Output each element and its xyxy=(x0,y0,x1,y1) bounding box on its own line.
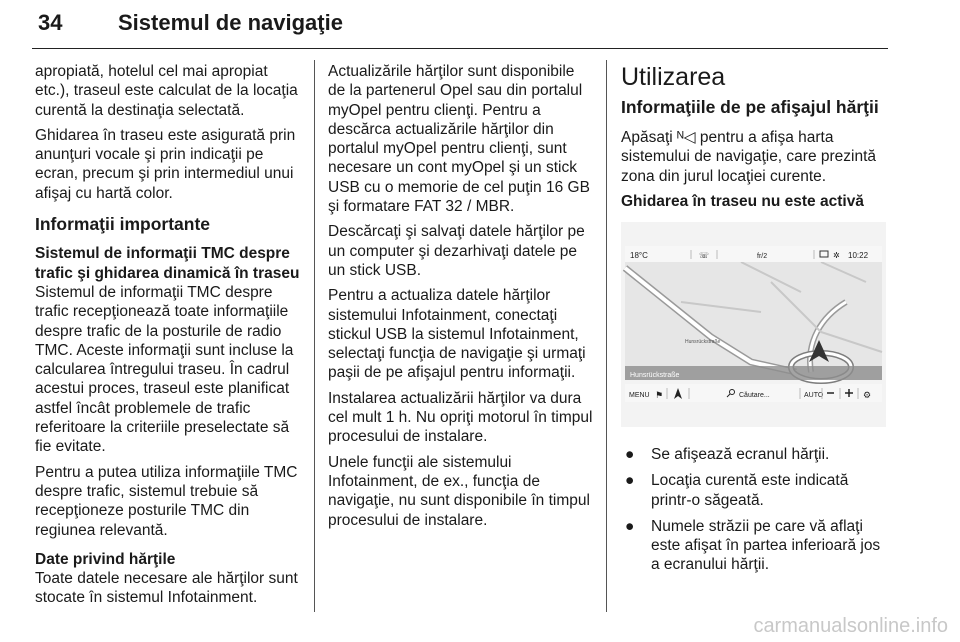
section-heading-important: Informaţii importante xyxy=(35,214,211,235)
page-title: Sistemul de navigaţie xyxy=(118,10,343,35)
bullet-icon: ● xyxy=(625,472,635,490)
column-divider-2 xyxy=(606,60,607,612)
paragraph: Ghidarea în traseu este asigurată prin anunţuri vocale şi prin indicaţii pe ecran, precum şi prin intermediul unui afişaj cu hartă color. xyxy=(35,126,296,202)
paragraph: Apăsaţi ᴺ◁ pentru a afişa harta sistemului de navigaţie, care prezintă zona din jurul locaţiei curente. xyxy=(621,129,877,185)
navigation-screen-illustration xyxy=(621,222,886,427)
list-item: ● Numele străzii pe care vă aflaţi este afişat în partea inferioară jos a ecranului hărţii. xyxy=(625,517,881,574)
search-field: Căutare... xyxy=(739,392,770,399)
menu-button: MENU xyxy=(629,392,650,399)
clock: 10:22 xyxy=(848,251,869,260)
temperature: 18°C xyxy=(630,251,648,260)
watermark: carmanualsonline.info xyxy=(753,615,948,637)
gear-icon: ✲ xyxy=(833,251,840,260)
map-label: Hunsrückstraße xyxy=(685,339,721,345)
page-header xyxy=(32,6,924,46)
list-item: ● Locaţia curentă este indicată printr-o săgeată. xyxy=(625,472,849,509)
top-status-bar xyxy=(625,246,882,262)
column-divider-1 xyxy=(314,60,315,612)
street-name: Hunsrückstraße xyxy=(630,372,680,379)
subheading-tmc: Sistemul de informaţii TMC despre trafic şi ghidarea dinamică în traseu xyxy=(35,245,300,282)
list-item: ● Se afişează ecranul hărţii. xyxy=(625,446,830,463)
section-heading-usage: Utilizarea xyxy=(621,63,726,91)
paragraph: apropiată, hotelul cel mai apropiat etc.), traseul este calculat de la locaţia curentă la destinaţia selectată. xyxy=(35,63,298,119)
bullet-list-container xyxy=(621,445,886,582)
paragraph: Instalarea actualizării hărţilor va dura cel mult 1 h. Nu opriţi motorul în timpul procesului de instalare. xyxy=(328,389,593,446)
map-screen-svg xyxy=(621,222,886,427)
paragraph: Unele funcţii ale sistemului Infotainment, de ex., funcţia de navigaţie, nu sunt disponibile în timpul procesului de instalare. xyxy=(328,453,590,529)
paragraph: Pentru a putea utiliza informaţiile TMC despre trafic, sistemul trebuie să recepţioneze posturile TMC din regiunea relevantă. xyxy=(35,463,298,539)
column-2 xyxy=(328,62,593,536)
paragraph: Actualizările hărţilor sunt disponibile de la partenerul Opel sau din portalul myOpel pentru clienţi. Pentru a descărca actualizările hărţilor din portalul myOpel pentru clienţi, sunt necesare un cont myOpel şi un stick USB cu o memorie de cel puţin 16 GB şi formatare FAT 32 / MBR. xyxy=(328,63,590,216)
paragraph: Descărcaţi şi salvaţi datele hărţilor pe un computer şi dezarhivaţi datele pe un stick USB. xyxy=(328,223,585,279)
subheading-guidance-inactive: Ghidarea în traseu nu este activă xyxy=(621,192,864,210)
bullet-icon: ● xyxy=(625,517,635,535)
settings-icon: ⚙ xyxy=(863,391,872,401)
subheading-map-display: Informaţiile de pe afişajul hărţii xyxy=(621,97,879,117)
paragraph: Pentru a actualiza datele hărţilor sistemului Infotainment, conectaţi stickul USB la sistemul Infotainment, selectaţi funcţia de navigaţie şi urmaţi paşii de pe afişajul pentru informaţii. xyxy=(328,287,586,382)
auto-button: AUTO xyxy=(804,392,824,399)
page-number: 34 xyxy=(38,10,63,35)
phone-icon: ☏ xyxy=(699,251,710,260)
paragraph: Sistemul de informaţii TMC despre trafic recepţionează toate informaţiile despre trafic de la posturile de radio TMC. Aceste informaţii sunt incluse la calcularea întregului traseu. În cadrul acestui proces, traseul este planificat astfel încât problemele de trafic referitoare la criteriile preselectate să fie evitate. xyxy=(35,283,294,456)
bullet-icon: ● xyxy=(625,446,635,463)
paragraph: Toate datele necesare ale hărţilor sunt stocate în sistemul Infotainment. xyxy=(35,570,298,607)
column-3 xyxy=(621,63,886,211)
center-label: fr/2 xyxy=(757,253,768,260)
bullet-list xyxy=(621,445,886,575)
column-1 xyxy=(35,62,300,614)
header-divider xyxy=(32,48,888,49)
subheading-map-data: Date privind hărţile xyxy=(35,550,176,568)
flag-icon: ⚑ xyxy=(655,391,664,401)
